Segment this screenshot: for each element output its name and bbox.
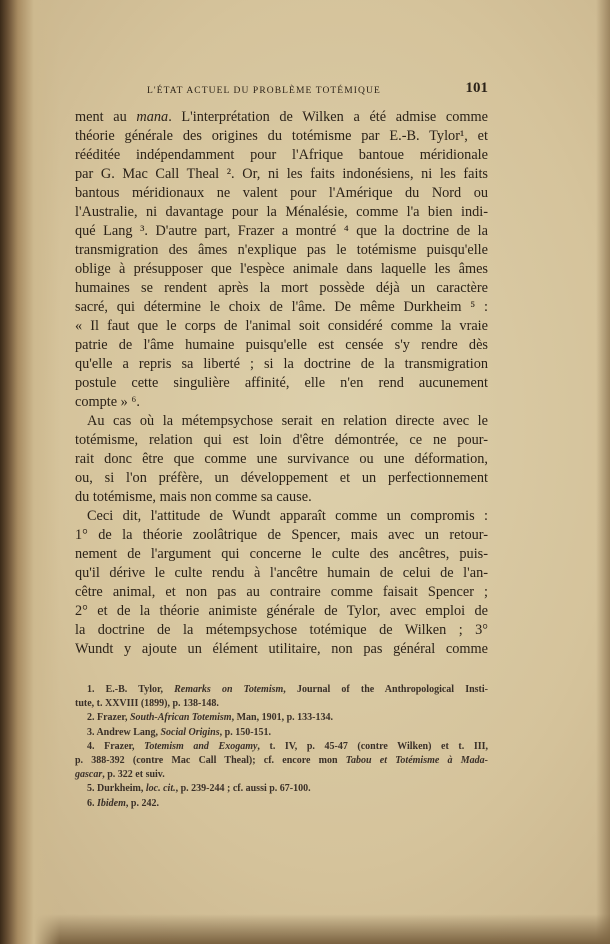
text-line xyxy=(75,450,488,469)
text-span: 2. Frazer, xyxy=(87,712,130,724)
text-span: l'Australie, ni davantage pour la Ménalésie, comme l'a bien indi- xyxy=(75,204,488,220)
text-span: théorie générale des origines du totémisme par E.-B. Tylor¹, et xyxy=(75,128,488,144)
text-span: ment au xyxy=(75,109,137,125)
text-span: qué Lang ³. D'autre part, Frazer a montré ⁴ que la doctrine de la xyxy=(75,223,488,239)
text-span: , t. IV, p. 45-47 (contre Wilken) et t. III, xyxy=(257,740,488,752)
text-span: tute, t. XXVIII (1899), p. 138-148. xyxy=(75,698,219,710)
text-span: , p. 150-151. xyxy=(219,726,272,738)
text-line xyxy=(75,203,488,222)
text-span: « Il faut que le corps de l'animal soit considéré comme la vraie xyxy=(75,318,488,334)
text-line xyxy=(75,507,488,526)
text-span: par G. Mac Call Theal ². Or, ni les faits indonésiens, ni les faits xyxy=(75,166,488,182)
italic-text: Totemism and Exogamy xyxy=(144,740,258,752)
text-line xyxy=(75,222,488,241)
text-span: patrie de l'âme humaine puisqu'elle est censée s'y rendre dès xyxy=(75,337,488,353)
text-span: 6. xyxy=(87,797,97,809)
text-span: 5. Durkheim, xyxy=(87,783,146,795)
text-line xyxy=(75,127,488,146)
text-span: 1° de la théorie zoolâtrique de Spencer, mais avec un retour- xyxy=(75,527,488,543)
text-span: Au cas où la métempsychose serait en relation directe avec le xyxy=(87,413,488,429)
text-span: la doctrine de la métempsychose totémique de Wilken ; 3° xyxy=(75,622,488,638)
italic-text: Social Origins xyxy=(160,726,220,738)
text-span: nement de l'argument qui concerne le culte des ancêtres, puis- xyxy=(75,546,488,562)
text-span: , Man, 1901, p. 133-134. xyxy=(231,712,333,724)
footnote-line xyxy=(75,726,488,740)
text-span: , p. 239-244 ; cf. aussi p. 67-100. xyxy=(175,783,311,795)
text-line xyxy=(75,564,488,583)
text-span: , p. 322 et suiv. xyxy=(102,769,165,781)
text-span: Wundt y ajoute un élément utilitaire, non pas général comme xyxy=(75,641,488,657)
text-line xyxy=(75,165,488,184)
text-span: postule cette singulière affinité, elle n'en rend aucunement xyxy=(75,375,488,391)
text-line xyxy=(75,355,488,374)
footnotes xyxy=(75,683,488,811)
italic-text: mana xyxy=(136,109,169,125)
text-line xyxy=(75,374,488,393)
text-line xyxy=(75,108,488,127)
text-span: . L'interprétation de Wilken a été admise comme xyxy=(168,109,489,125)
text-span: humaines se rendent après la mort possède déjà un caractère xyxy=(75,280,488,296)
text-span: , Journal of the Anthropological Insti- xyxy=(283,684,488,695)
text-line xyxy=(75,583,488,602)
text-span: 2° et de la théorie animiste générale de Tylor, avec emploi de xyxy=(75,603,488,619)
italic-text: Ibidem xyxy=(97,797,126,809)
text-line xyxy=(75,260,488,279)
text-span: compte » ⁶. xyxy=(75,394,140,410)
italic-text: loc. cit. xyxy=(145,783,176,795)
footnote-line xyxy=(75,711,488,725)
text-span: 3. Andrew Lang, xyxy=(87,726,161,738)
body-text xyxy=(75,108,488,659)
footnote-line xyxy=(75,797,488,811)
text-span: totémisme, relation qui est loin d'être démontrée, ce ne pour- xyxy=(75,432,488,448)
text-line xyxy=(75,298,488,317)
text-line xyxy=(75,241,488,260)
text-line xyxy=(75,488,488,507)
text-span: oblige à présupposer que l'espèce animale dans laquelle les âmes xyxy=(75,261,488,277)
text-span: transmigration des âmes n'explique pas le totémisme puisqu'elle xyxy=(75,242,488,258)
text-line xyxy=(75,146,488,165)
italic-text: Remarks on Totemism xyxy=(174,684,284,695)
running-title: L'ÉTAT ACTUEL DU PROBLÈME TOTÉMIQUE xyxy=(147,86,381,96)
text-line xyxy=(75,317,488,336)
text-span: du totémisme, mais non comme sa cause. xyxy=(75,489,312,505)
text-span: sacré, qui détermine le choix de l'âme. De même Durkheim ⁵ : xyxy=(75,299,488,315)
text-line xyxy=(75,526,488,545)
page-header xyxy=(75,80,488,100)
text-line xyxy=(75,545,488,564)
text-span: cêtre animal, et non pas au contraire comme faisait Spencer ; xyxy=(75,584,488,600)
text-line xyxy=(75,184,488,203)
italic-text: Tabou et Totémisme à Mada- xyxy=(345,754,488,766)
text-line xyxy=(75,640,488,659)
text-line xyxy=(75,431,488,450)
footnote-line xyxy=(75,697,488,711)
footnote-line xyxy=(75,782,488,796)
text-span: Ceci dit, l'attitude de Wundt apparaît comme un compromis : xyxy=(87,508,488,524)
text-line xyxy=(75,602,488,621)
text-span: bantous méridionaux ne valent pour l'Amérique du Nord ou xyxy=(75,185,488,201)
text-span: rait donc être que comme une survivance ou une déformation, xyxy=(75,451,488,467)
italic-text: South-African Totemism xyxy=(129,712,232,724)
text-span: , p. 242. xyxy=(125,797,159,809)
text-line xyxy=(75,621,488,640)
italic-text: gascar xyxy=(75,769,103,781)
text-line xyxy=(75,336,488,355)
text-span: p. 388-392 (contre Mac Call Theal); cf. encore mon xyxy=(75,754,346,766)
footnote-line xyxy=(75,740,488,754)
text-line xyxy=(75,412,488,431)
text-line xyxy=(75,469,488,488)
footnote-line xyxy=(75,768,488,782)
footnote-line xyxy=(75,754,488,768)
text-span: qu'elle a repris sa liberté ; si la doctrine de la transmigration xyxy=(75,356,488,372)
text-span: 1. E.-B. Tylor, xyxy=(87,684,175,695)
text-line xyxy=(75,393,488,412)
text-span: ou, si l'on préfère, un développement et un perfectionnement xyxy=(75,470,488,486)
footnote-line xyxy=(75,683,488,697)
page-number: 101 xyxy=(465,80,488,96)
text-line xyxy=(75,279,488,298)
text-span: rééditée indépendamment pour l'Afrique bantoue méridionale xyxy=(75,147,488,163)
text-span: qu'il dérive le culte rendu à l'ancêtre humain de celui de l'an- xyxy=(75,565,488,581)
text-span: 4. Frazer, xyxy=(87,740,145,752)
